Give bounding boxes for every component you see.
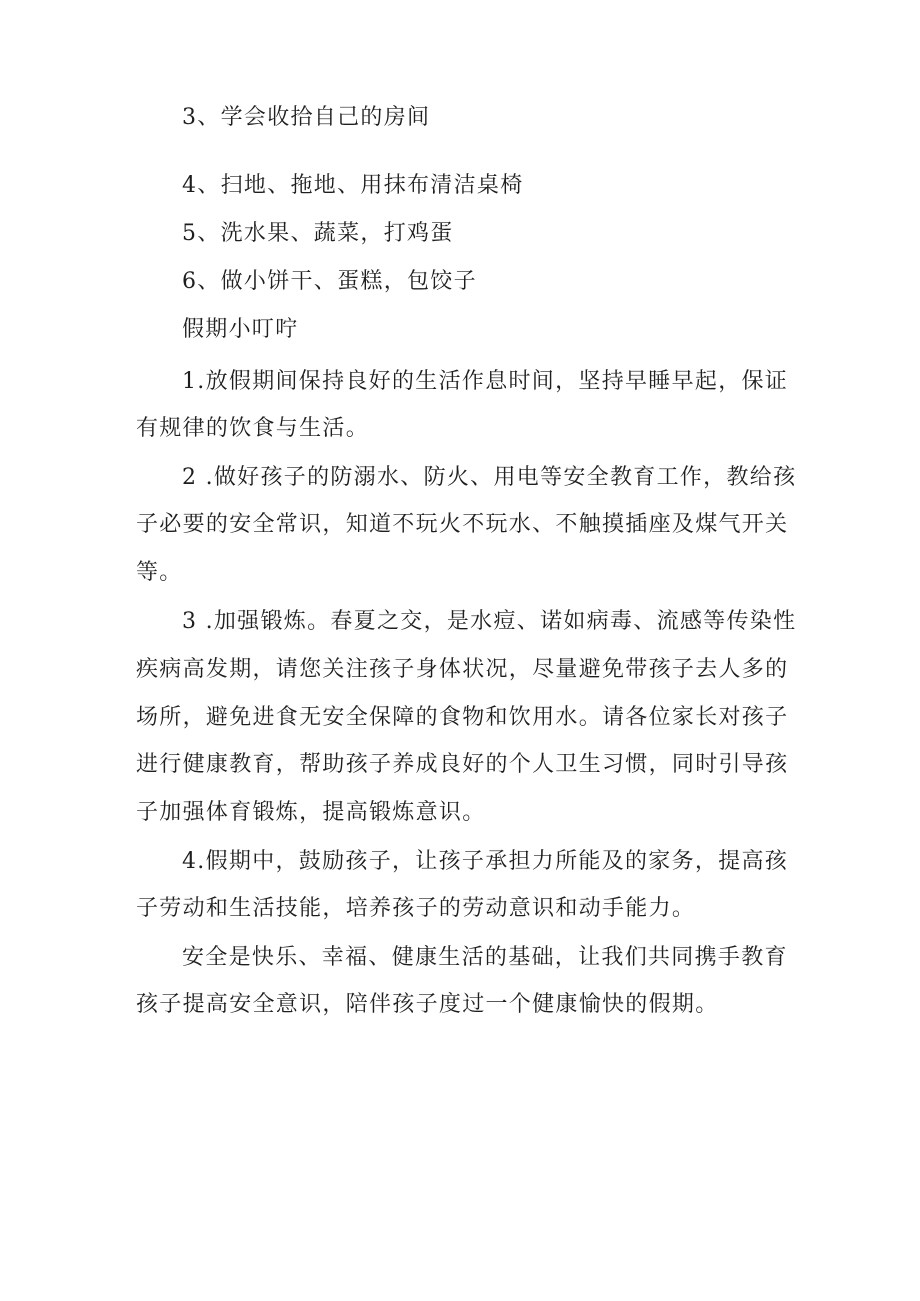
paragraph-line: 孩子提高安全意识，陪伴孩子度过一个健康愉快的假期。 — [136, 992, 719, 1017]
paragraph-line: 场所，避免进食无安全保障的食物和饮用水。请各位家长对孩子 — [136, 705, 789, 730]
section-title: 假期小叮咛 — [182, 317, 299, 342]
paragraph-line: 2 .做好孩子的防溺水、防火、用电等安全教育工作，教给孩 — [182, 465, 797, 490]
paragraph-line: 进行健康教育，帮助孩子养成良好的个人卫生习惯，同时引导孩 — [136, 752, 789, 777]
paragraph-line: 子加强体育锻炼，提高锻炼意识。 — [136, 800, 486, 825]
list-item: 5、洗水果、蔬菜，打鸡蛋 — [182, 221, 454, 246]
paragraph-line: 子劳动和生活技能，培养孩子的劳动意识和动手能力。 — [136, 896, 696, 921]
list-item: 6、做小饼干、蛋糕，包饺子 — [182, 269, 477, 294]
paragraph-line: 等。 — [136, 560, 183, 585]
paragraph-line: 疾病高发期，请您关注孩子身体状况，尽量避免带孩子去人多的 — [136, 657, 789, 682]
paragraph-line: 安全是快乐、幸福、健康生活的基础，让我们共同携手教育 — [182, 945, 788, 970]
paragraph-line: 有规律的饮食与生活。 — [136, 416, 370, 441]
paragraph-line: 1.放假期间保持良好的生活作息时间，坚持早睡早起，保证 — [182, 369, 789, 394]
list-item: 3、学会收拾自己的房间 — [182, 105, 431, 130]
paragraph-line: 4.假期中，鼓励孩子，让孩子承担力所能及的家务，提高孩 — [182, 849, 789, 874]
paragraph-line: 子必要的安全常识，知道不玩火不玩水、不触摸插座及煤气开关 — [136, 512, 789, 537]
list-item: 4、扫地、拖地、用抹布清洁桌椅 — [182, 173, 524, 198]
paragraph-line: 3 .加强锻炼。春夏之交，是水痘、诺如病毒、流感等传染性 — [182, 609, 797, 634]
